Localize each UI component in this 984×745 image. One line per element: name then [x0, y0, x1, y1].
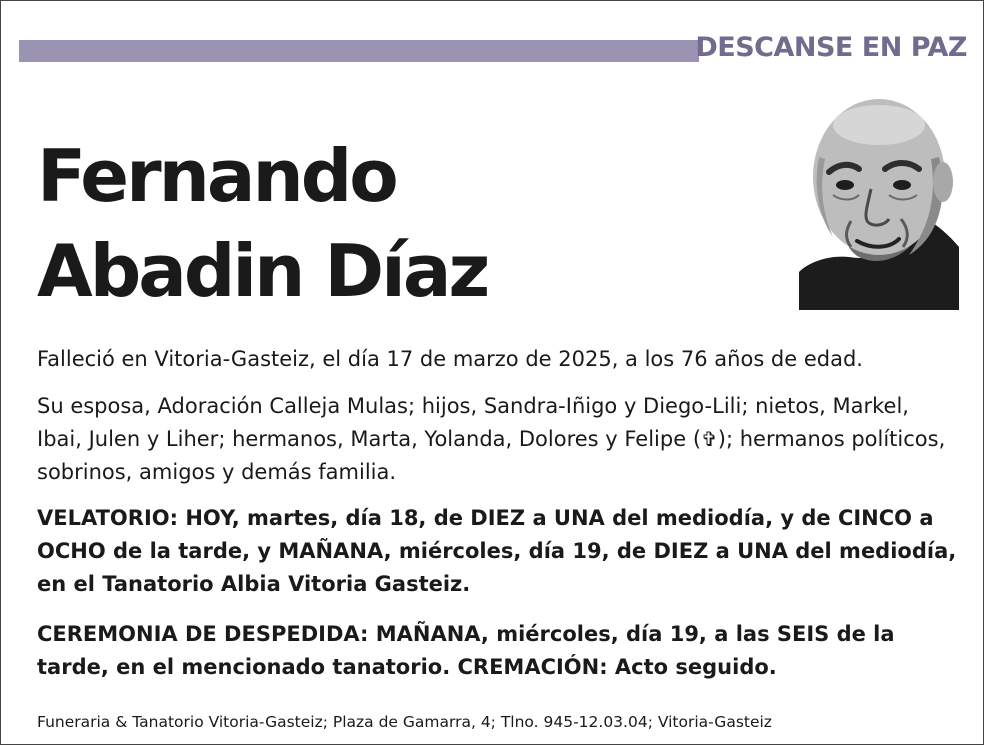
- family-list: [37, 390, 957, 489]
- deceased-surnames: Abadin Díaz: [37, 229, 488, 313]
- portrait-photo: [799, 97, 959, 310]
- deceased-first-name: Fernando: [37, 134, 396, 218]
- death-notice: Falleció en Vitoria-Gasteiz, el día 17 de marzo de 2025, a los 76 años de edad.: [37, 347, 863, 371]
- funeral-home-footer: Funeraria & Tanatorio Vitoria-Gasteiz; Plaza de Gamarra, 4; Tlno. 945-12.03.04; Vitoria-Gasteiz: [37, 713, 772, 731]
- ceremony-details: CEREMONIA DE DESPEDIDA: MAÑANA, miércoles, día 19, a las SEIS de la tarde, en el mencionado tanatorio. CREMACIÓN: Acto seguido.: [37, 622, 895, 679]
- cross-icon: ✞: [701, 427, 718, 451]
- header-bar: [19, 40, 699, 62]
- family-text-start: Su esposa, Adoración Calleja Mulas; hijos, Sandra-Iñigo y Diego-Lili; nietos, Markel, Ibai, Julen y Liher; hermanos, Marta, Yolanda, Dolores y Felipe (: [37, 394, 909, 451]
- family-text-end: ); hermanos políticos, sobrinos, amigos y demás familia.: [37, 427, 946, 484]
- section-title: DESCANSE EN PAZ: [695, 32, 967, 63]
- portrait-illustration: [799, 97, 959, 310]
- wake-details: VELATORIO: HOY, martes, día 18, de DIEZ a UNA del mediodía, y de CINCO a OCHO de la tarde, y MAÑANA, miércoles, día 19, de DIEZ a UNA del mediodía, en el Tanatorio Albia Vitoria Gasteiz.: [37, 506, 957, 596]
